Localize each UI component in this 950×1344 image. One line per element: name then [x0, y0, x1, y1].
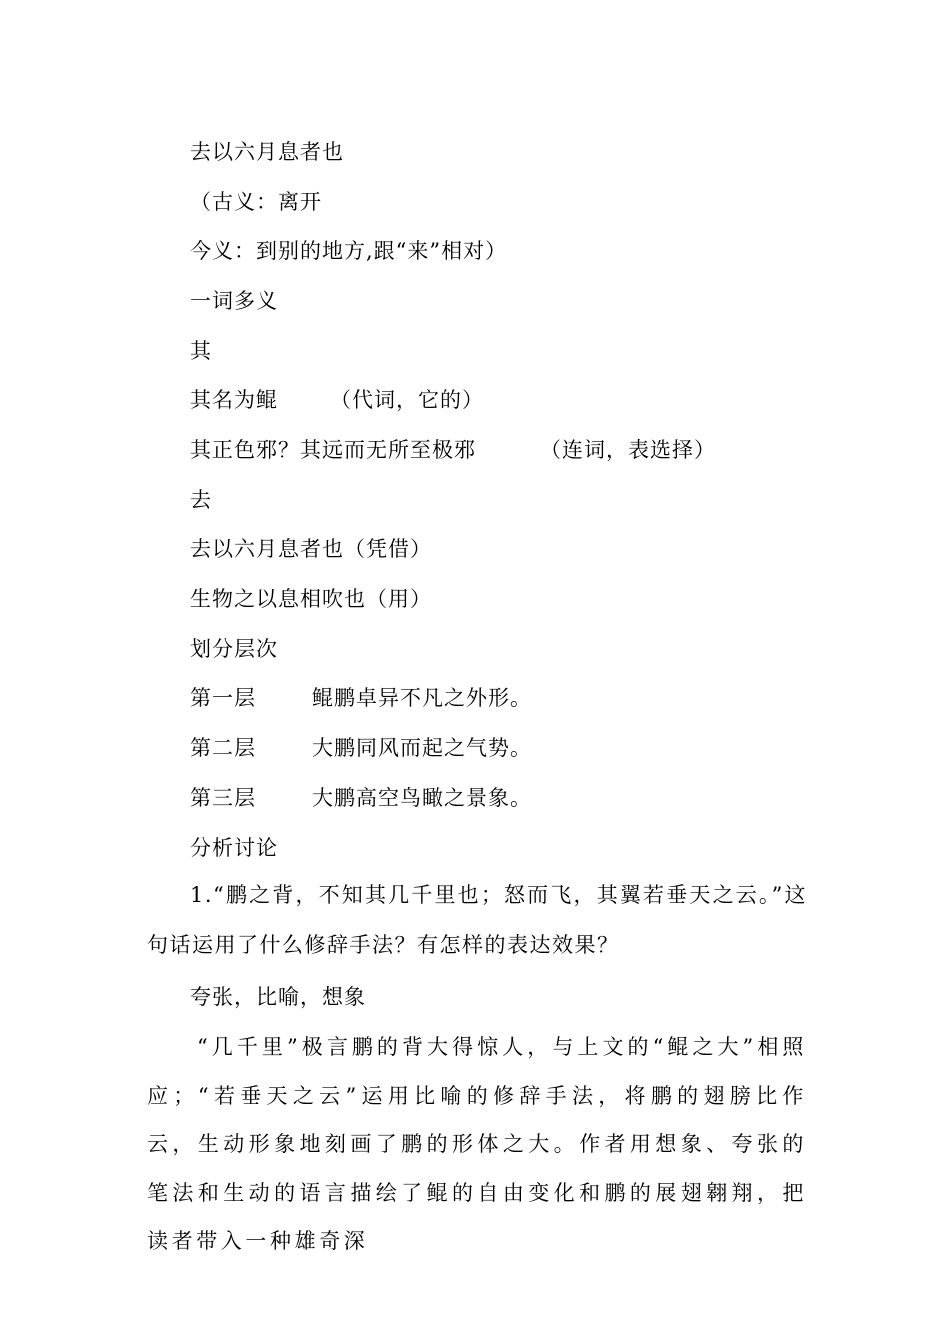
text-line: 今义：到别的地方,跟“来”相对）	[190, 239, 508, 263]
analysis-paragraph: “几千里”极言鹏的背大得惊人，与上文的“鲲之大”相照应；“若垂天之云”运用比喻的修辞手法，将鹏的翅膀比作云，生动形象地刻画了鹏的形体之大。作者用想象、夸张的笔法和生动的语言描绘了鲲的自由变化和鹏的展翅翱翔，把读者带入一种雄奇深	[147, 1035, 807, 1253]
text-line: 生物之以息相吹也（用）	[190, 587, 432, 611]
annotation-text: （连词，表选择）	[540, 438, 716, 462]
layer-label: 第一层	[190, 686, 256, 710]
text-line: 去以六月息者也（凭借）	[190, 537, 432, 561]
text-line: 去	[190, 488, 212, 512]
answer-line: 夸张，比喻，想象	[190, 985, 366, 1009]
section-heading: 一词多义	[190, 289, 278, 313]
layer-description: 大鹏高空鸟瞰之景象。	[312, 786, 532, 810]
question-paragraph: 1.“鹏之背，不知其几千里也；怒而飞，其翼若垂天之云。”这句话运用了什么修辞手法？有怎样的表达效果？	[147, 883, 807, 957]
layer-label: 第三层	[190, 786, 256, 810]
text-line: （古义：离开	[190, 190, 322, 214]
text-line: 去以六月息者也	[190, 140, 344, 164]
text-line: 其名为鲲	[190, 388, 278, 412]
section-heading: 划分层次	[190, 637, 278, 661]
text-line: 其	[190, 339, 212, 363]
section-heading: 分析讨论	[190, 836, 278, 860]
layer-description: 鲲鹏卓异不凡之外形。	[312, 686, 532, 710]
layer-description: 大鹏同风而起之气势。	[312, 736, 532, 760]
layer-label: 第二层	[190, 736, 256, 760]
annotation-text: （代词，它的）	[330, 388, 484, 412]
text-line: 其正色邪？其远而无所至极邪	[190, 438, 476, 462]
